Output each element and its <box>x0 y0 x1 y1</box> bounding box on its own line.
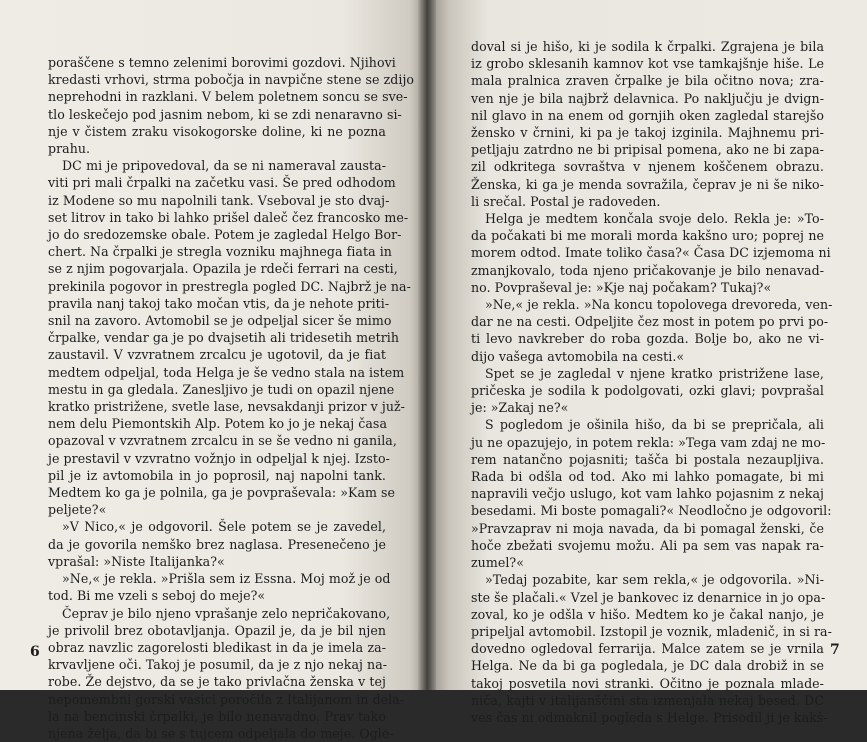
text-line: pričeska je sodila k podolgovati, ozki glavi; povprašal <box>471 383 824 399</box>
text-line: medtem odpeljal, toda Helga je še vedno stala na istem <box>48 364 405 380</box>
text-line: »Ne,« je rekla. »Prišla sem iz Essna. Moj mož je od <box>62 571 391 587</box>
text-line: peljete?« <box>48 502 107 518</box>
text-line: se z njim pogovarjala. Opazila je rdeči ferrari na cesti, <box>48 261 398 277</box>
text-line: doval si je hišo, ki je sodila k črpalki. Zgrajena je bila <box>471 39 824 54</box>
text-line: Spet se je zagledal v njene kratko pristrižene lase, <box>485 365 824 381</box>
text-line: poraščene s temno zelenimi borovimi gozdovi. Njihovi <box>48 55 396 70</box>
text-line: set litrov in tako bi lahko prišel daleč čez francosko me- <box>48 209 409 225</box>
text-line: niča, kajti v italijanščini sta izmenjala nekaj besed. DC <box>471 692 824 708</box>
text-line: »Tedaj pozabite, kar sem rekla,« je odgovorila. »Ni- <box>485 572 824 588</box>
text-line: mala pralnica zraven črpalke je bila očitno nova; zra- <box>471 73 824 89</box>
text-line: ste še plačali.« Vzel je bankovec iz denarnice in jo opa- <box>471 589 826 605</box>
text-line: prekinila pogovor in prestregla pogled DC. Najbrž je na- <box>48 278 411 294</box>
text-line: jo do sredozemske obale. Potem je zagledal Helgo Bor- <box>48 227 402 243</box>
text-line: iz grobo sklesanih kamnov kot vse tamkajšnje hiše. Le <box>471 56 824 72</box>
text-line: Rada bi odšla od tod. Ako mi lahko pomagate, bi mi <box>471 469 824 485</box>
text-line: kredasti vrhovi, strma pobočja in navpične stene se zdijo <box>48 72 415 88</box>
text-line: dijo vašega avtomobila na cesti.« <box>471 348 685 364</box>
text-line: li srečal. Postal je radoveden. <box>471 193 661 209</box>
right-page-body <box>471 38 833 726</box>
text-line: Helga. Ne da bi ga pogledala, je DC dala drobiž in se <box>471 658 824 674</box>
text-line: njena želja, da bi se s tujcem odpeljala do meje. Ogle- <box>48 725 394 741</box>
text-line: da je govorila nemško brez naglasa. Presenečeno je <box>48 536 386 552</box>
text-line: »Ne,« je rekla. »Na koncu topolovega drevoreda, ven- <box>485 297 833 313</box>
text-line: morem odtod. Imate toliko časa?« Časa DC izjemoma ni <box>471 245 831 261</box>
text-line: napravili večjo uslugo, kot vam lahko pojasnim z nekaj <box>471 486 824 502</box>
text-line: zil odkritega sovraštva v njenem koščenem obrazu. <box>471 159 824 175</box>
text-line: »V Nico,« je odgovoril. Šele potem se je zavedel, <box>62 519 386 535</box>
text-line: S pogledom je ošinila hišo, da bi se prepričala, ali <box>485 417 824 433</box>
text-line: Ženska, ki ga je menda sovražila, čeprav je ni še niko- <box>471 176 824 192</box>
text-line: zaustavil. V vzvratnem zrcalcu je ugotovil, da je fiat <box>48 347 386 363</box>
text-line: je privolil brez obotavljanja. Opazil je, da je bil njen <box>48 622 386 638</box>
right-page-number: 7 <box>830 642 840 658</box>
text-line: ju ne opazujejo, in potem rekla: »Tega vam zdaj ne mo- <box>471 434 826 450</box>
text-line: zumel?« <box>471 555 524 571</box>
left-page <box>0 0 427 741</box>
text-line: ven nje je bila najbrž delavnica. Po naključju je dvign- <box>471 90 824 106</box>
text-line: prahu. <box>48 141 91 157</box>
text-line: pil je iz avtomobila in jo poprosil, naj napolni tank. <box>48 467 386 483</box>
text-line: hoče zbežati svojemu možu. Ali pa sem vas napak ra- <box>471 537 824 553</box>
text-line: nem delu Piemontskih Alp. Potem ko jo je nekaj časa <box>48 416 388 432</box>
text-line: ti levo navkreber do roba gozda. Bolje bo, ako ne vi- <box>471 331 824 347</box>
text-line: tlo leskečejo pod jasnim nebom, ki se zdi nenaravno si- <box>48 106 402 122</box>
text-line: zmanjkovalo, toda njeno pričakovanje je bilo nenavad- <box>471 262 824 278</box>
text-line: no. Povpraševal je: »Kje naj počakam? Tukaj?« <box>471 279 772 295</box>
text-line: pripeljal avtomobil. Izstopil je voznik, mladenič, in si ra- <box>471 623 832 639</box>
book-gutter <box>418 0 436 690</box>
text-line: zoval, ko je odšla v hišo. Medtem ko je čakal nanjo, je <box>471 606 824 622</box>
text-line: tod. Bi me vzeli s seboj do meje?« <box>48 588 266 604</box>
text-line: besedami. Mi boste pomagali?« Neodločno je odgovoril: <box>471 503 832 519</box>
text-line: neprehodni in razklani. V belem poletnem soncu se sve- <box>48 89 408 105</box>
text-line: viti pri mali črpalki na začetku vasi. Še pred odhodom <box>48 175 396 191</box>
text-line: mestu in ga gledala. Zanesljivo je tudi on opazil njene <box>48 381 395 397</box>
text-line: kratko pristrižene, svetle lase, nevsakdanji prizor v juž- <box>48 399 405 415</box>
text-line: Čeprav je bilo njeno vprašanje zelo nepričakovano, <box>62 605 391 621</box>
text-line: pravila nanj takoj tako močan vtis, da je nehote priti- <box>48 295 390 311</box>
left-page-number: 6 <box>30 644 40 660</box>
text-line: opazoval v vzvratnem zrcalcu in se še vedno ni ganila, <box>48 433 397 449</box>
text-line: la na bencinski črpalki, je bilo nenavadno. Prav tako <box>48 708 386 724</box>
text-line: dar ne na cesti. Odpeljite čez most in potem po prvi po- <box>471 314 829 330</box>
text-line: obraz navzlic zagorelosti bledikast in da je imela za- <box>48 639 386 655</box>
text-line: nje v čistem zraku visokogorske doline, ki ne pozna <box>48 123 386 139</box>
text-line: je prestavil v vzvratno vožnjo in odpeljal k njej. Izsto- <box>48 450 390 466</box>
text-line: iz Modene so mu napolnili tank. Vseboval je sto dvaj- <box>48 192 390 208</box>
left-page-body <box>48 54 415 742</box>
text-line: Helga je medtem končala svoje delo. Rekla je: »To- <box>485 211 824 227</box>
text-line: žensko v črnini, ki pa je takoj izginila. Majhnemu pri- <box>471 125 824 141</box>
text-line: nepomembni gorski vasici poročila z Italijanom in dela- <box>48 691 405 707</box>
text-line: DC mi je pripovedoval, da se ni nameraval zausta- <box>62 158 386 174</box>
text-line: robe. Že dejstvo, da se je tako privlačna ženska v tej <box>48 674 386 690</box>
text-line: chert. Na črpalki je stregla vozniku majhnega fiata in <box>48 244 392 260</box>
text-line: takoj posvetila novi stranki. Očitno je poznala mlade- <box>471 675 824 691</box>
text-line: vprašal: »Niste Italijanka?« <box>48 553 225 569</box>
text-line: snil na zavoro. Avtomobil se je odpeljal sicer še mimo <box>48 313 392 329</box>
text-line: da počakati bi me morali morda kakšno uro; poprej ne <box>471 228 824 244</box>
text-line: nil glavo in na enem od gornjih oken zagledal starejšo <box>471 107 824 123</box>
text-line: »Pravzaprav ni moja navada, da bi pomagal ženski, če <box>471 520 824 536</box>
text-line: ves čas ni odmaknil pogleda s Helge. Prisodil ji je kakš- <box>471 709 828 725</box>
text-line: krvavljene oči. Takoj je posumil, da je z njo nekaj na- <box>48 657 388 673</box>
text-line: Medtem ko ga je polnila, ga je povpraševala: »Kam se <box>48 485 396 501</box>
text-line: petljaju zatrdno ne bi pripisal pomena, ako ne bi zapa- <box>471 142 824 158</box>
text-line: črpalke, vendar ga je po dvajsetih ali tridesetih metrih <box>48 330 400 346</box>
text-line: rem natančno pojasniti; tašča bi postala nezaupljiva. <box>471 451 824 467</box>
right-page <box>427 0 867 725</box>
text-line: je: »Zakaj ne?« <box>471 400 569 416</box>
text-line: dovedno ogledoval ferrarija. Malce zatem se je vrnila <box>471 641 824 657</box>
